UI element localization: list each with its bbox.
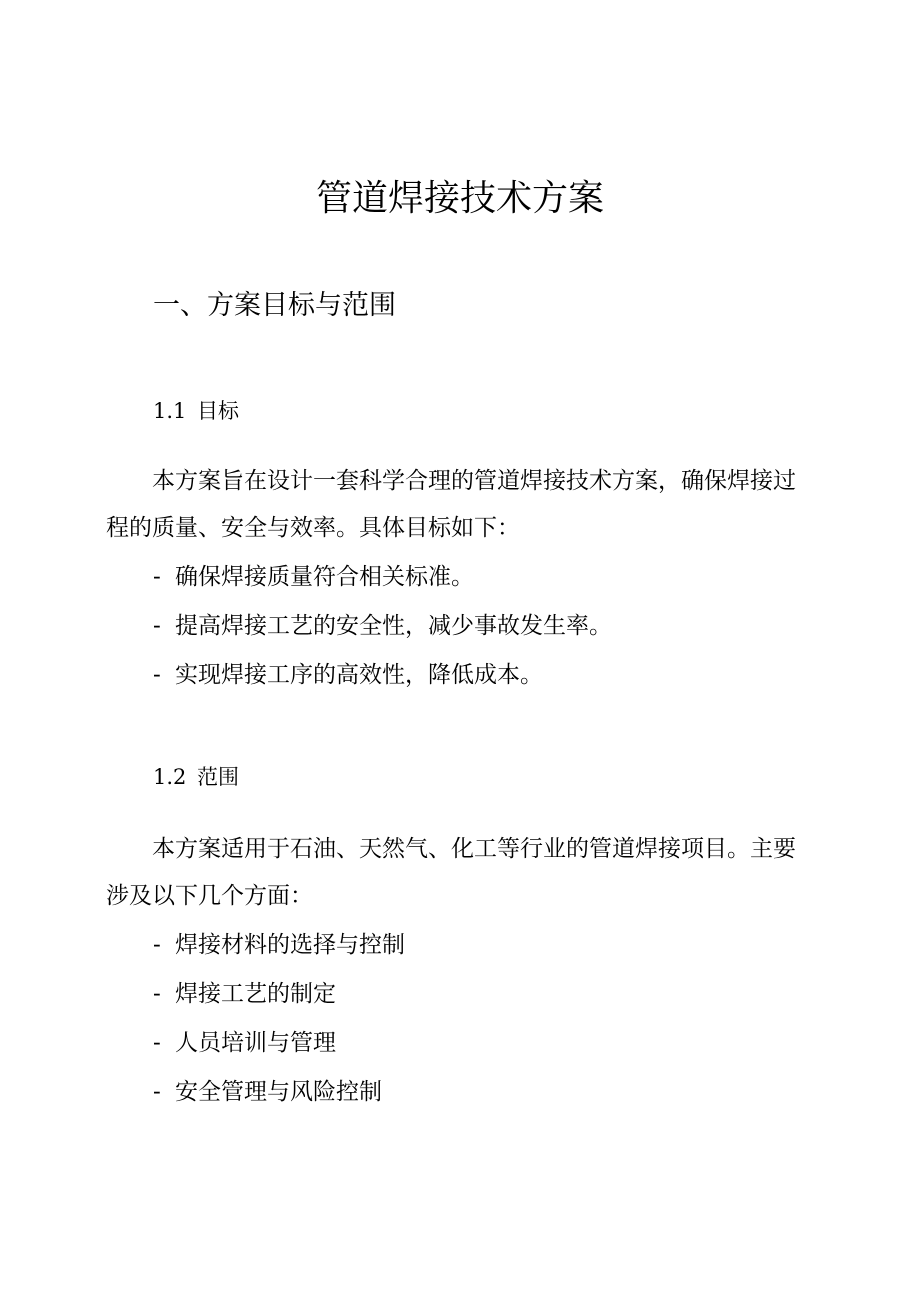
document-title: 管道焊接技术方案 [315, 178, 604, 219]
list-item: - 焊接材料的选择与控制 [153, 932, 405, 958]
list-dash: - [153, 1030, 161, 1056]
subsection-title: 范围 [197, 765, 239, 789]
list-item: - 安全管理与风险控制 [153, 1079, 382, 1105]
paragraph-scope: 本方案适用于石油、天然气、化工等行业的管道焊接项目。主要涉及以下几个方面： [106, 836, 796, 909]
list-item: - 焊接工艺的制定 [153, 981, 336, 1007]
subsection-heading-1-1 [153, 396, 239, 426]
list-dash: - [153, 932, 161, 958]
subsection-number: 1.1 [153, 399, 187, 423]
list-dash: - [153, 981, 161, 1007]
list-item: - 提高焊接工艺的安全性，减少事故发生率。 [153, 613, 612, 639]
goals-list [153, 562, 612, 709]
subsection-title: 目标 [197, 399, 239, 423]
list-item: - 人员培训与管理 [153, 1030, 336, 1056]
list-item: - 实现焊接工序的高效性，降低成本。 [153, 662, 543, 688]
list-dash: - [153, 613, 161, 639]
paragraph-goals: 本方案旨在设计一套科学合理的管道焊接技术方案，确保焊接过程的质量、安全与效率。具体目标如下： [106, 468, 796, 541]
list-dash: - [153, 1079, 161, 1105]
list-item: - 确保焊接质量符合相关标准。 [153, 564, 474, 590]
list-dash: - [153, 564, 161, 590]
scope-list [153, 930, 405, 1126]
subsection-heading-1-2 [153, 762, 239, 792]
list-dash: - [153, 662, 161, 688]
subsection-number: 1.2 [153, 765, 187, 789]
section-heading-1: 一、方案目标与范围 [153, 290, 396, 321]
